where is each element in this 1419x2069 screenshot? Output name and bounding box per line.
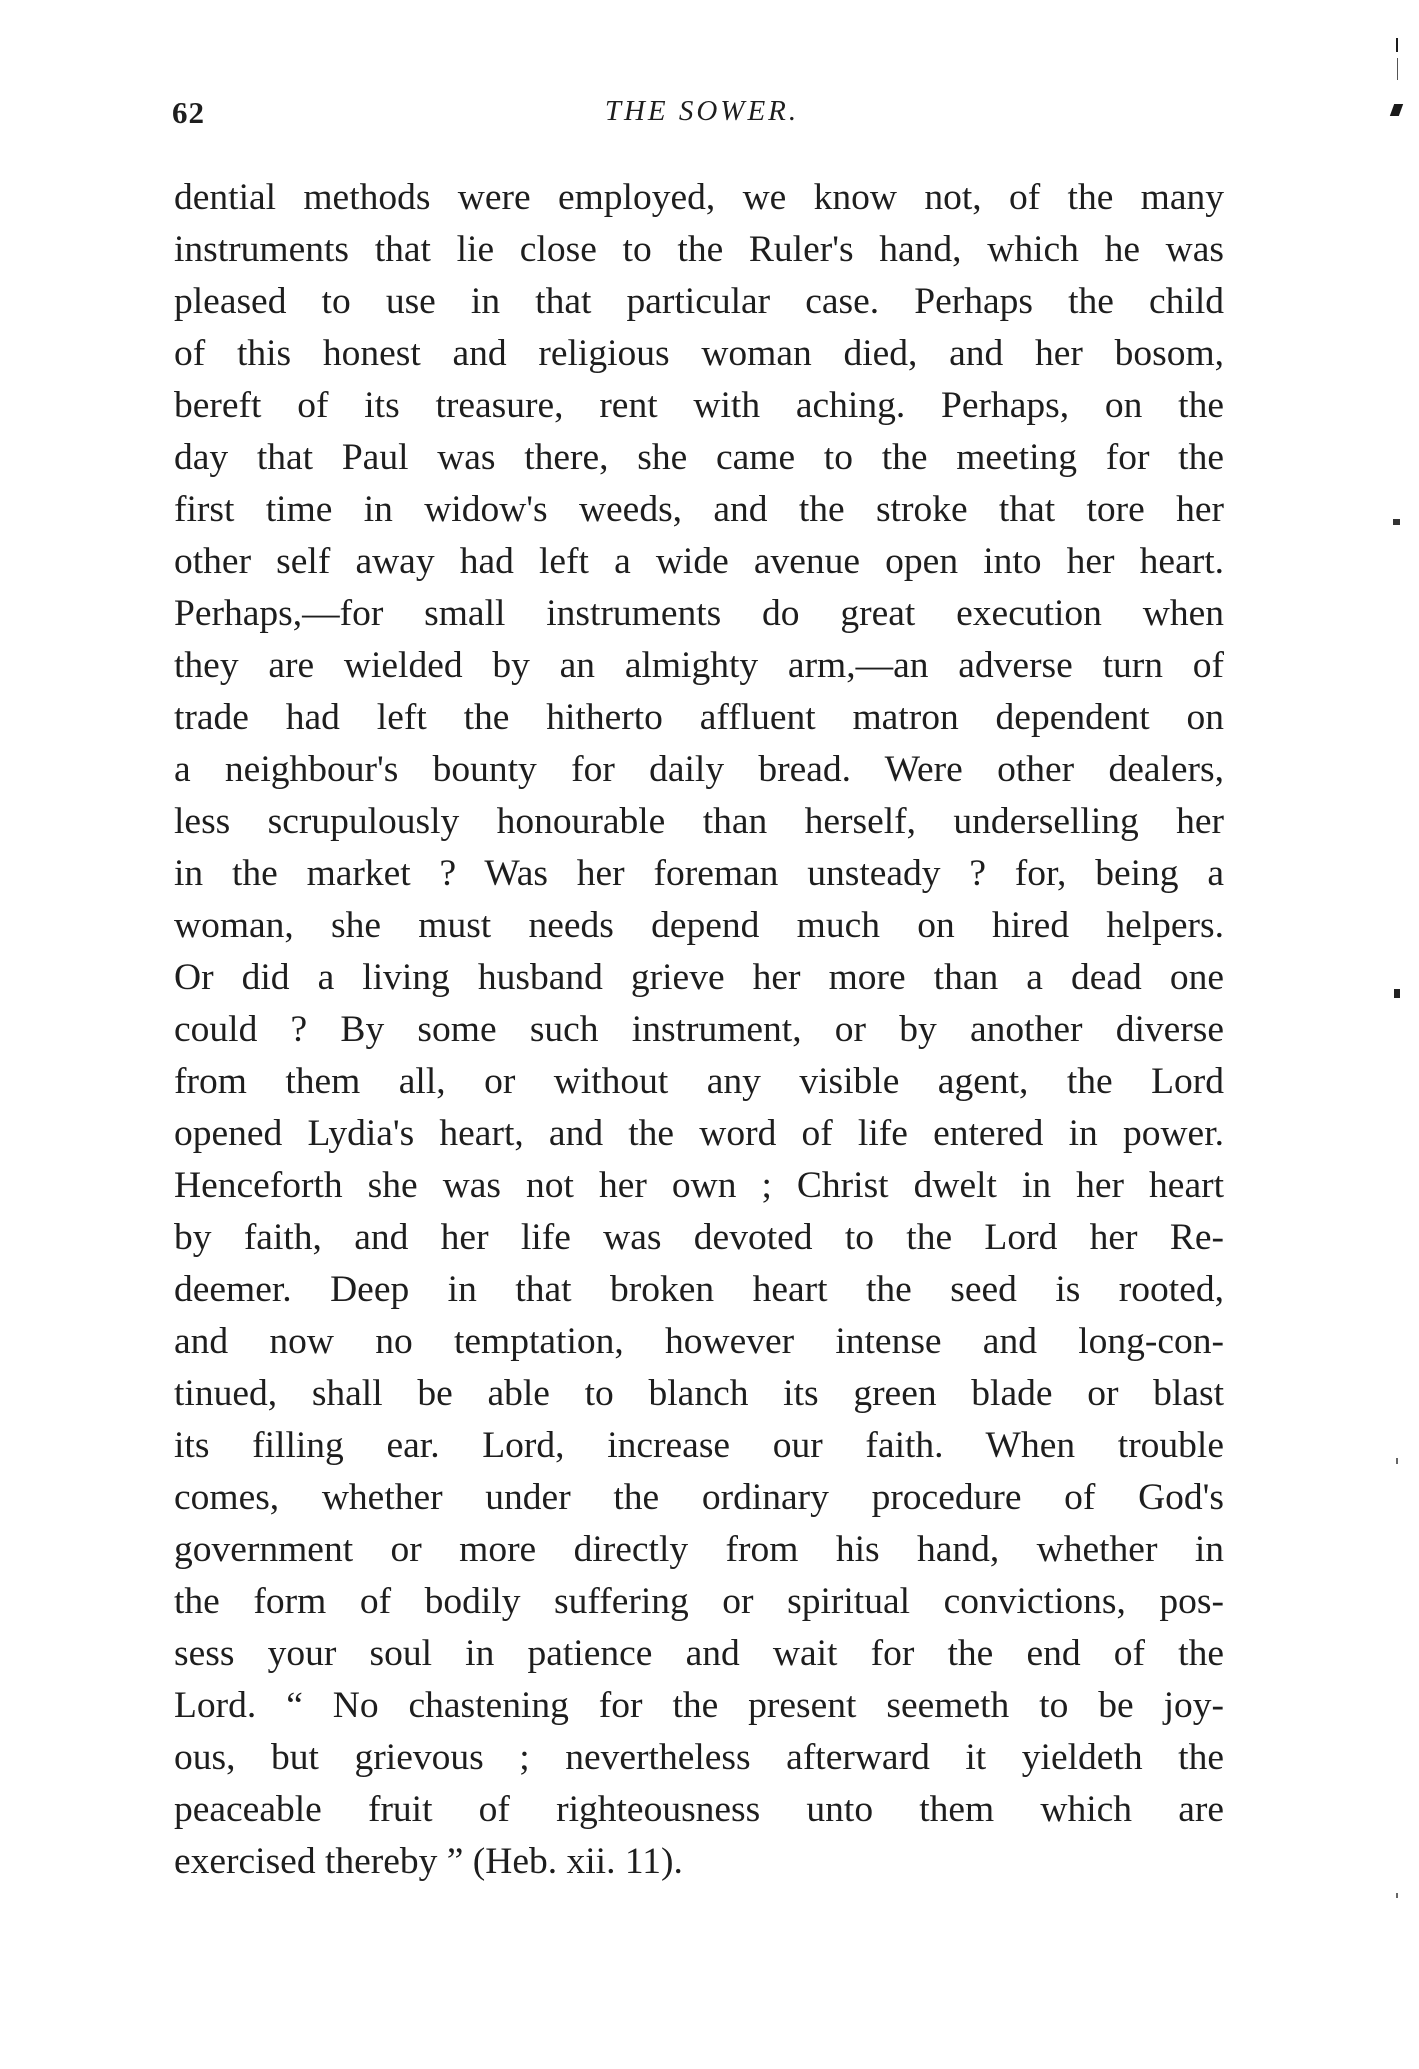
text-line: tinued, shall be able to blanch its green blade or blast xyxy=(174,1373,1224,1414)
text-line: in the market ? Was her foreman unsteady ? for, being a xyxy=(174,853,1224,894)
scan-speck xyxy=(1396,1458,1398,1464)
text-line: by faith, and her life was devoted to the Lord her Re- xyxy=(174,1217,1224,1258)
text-line: other self away had left a wide avenue open into her heart. xyxy=(174,541,1224,582)
text-line: pleased to use in that particular case. Perhaps the child xyxy=(174,281,1224,322)
text-line: the form of bodily suffering or spiritual convictions, pos- xyxy=(174,1581,1224,1622)
text-line: day that Paul was there, she came to the meeting for the xyxy=(174,437,1224,478)
text-line: sess your soul in patience and wait for the end of the xyxy=(174,1633,1224,1674)
text-line: trade had left the hitherto affluent matron dependent on xyxy=(174,697,1224,738)
text-line: from them all, or without any visible agent, the Lord xyxy=(174,1061,1224,1102)
text-line: Lord. “ No chastening for the present seemeth to be joy- xyxy=(174,1685,1224,1726)
text-line: and now no temptation, however intense and long-con- xyxy=(174,1321,1224,1362)
scan-speck xyxy=(1396,38,1398,52)
text-line: of this honest and religious woman died, and her bosom, xyxy=(174,333,1224,374)
text-line: deemer. Deep in that broken heart the seed is rooted, xyxy=(174,1269,1224,1310)
text-line: Or did a living husband grieve her more than a dead one xyxy=(174,957,1224,998)
text-line: first time in widow's weeds, and the stroke that tore her xyxy=(174,489,1224,530)
text-line: dential methods were employed, we know not, of the many xyxy=(174,177,1224,218)
text-line: peaceable fruit of righteousness unto them which are xyxy=(174,1789,1224,1830)
text-line: opened Lydia's heart, and the word of life entered in power. xyxy=(174,1113,1224,1154)
text-line: woman, she must needs depend much on hired helpers. xyxy=(174,905,1224,946)
text-line: comes, whether under the ordinary procedure of God's xyxy=(174,1477,1224,1518)
body-text xyxy=(174,172,1224,1888)
running-head xyxy=(172,95,1232,139)
text-line: ous, but grievous ; nevertheless afterward it yieldeth the xyxy=(174,1737,1224,1778)
text-line: could ? By some such instrument, or by another diverse xyxy=(174,1009,1224,1050)
text-line: Henceforth she was not her own ; Christ dwelt in her heart xyxy=(174,1165,1224,1206)
page-number: 62 xyxy=(172,95,205,130)
text-line: exercised thereby ” (Heb. xii. 11). xyxy=(174,1841,683,1882)
text-line: its filling ear. Lord, increase our faith. When trouble xyxy=(174,1425,1224,1466)
running-title: THE SOWER. xyxy=(604,95,800,127)
scan-speck xyxy=(1396,1893,1398,1898)
text-line: bereft of its treasure, rent with aching. Perhaps, on the xyxy=(174,385,1224,426)
scan-speck xyxy=(1397,58,1398,80)
text-line: government or more directly from his hand, whether in xyxy=(174,1529,1224,1570)
text-line: less scrupulously honourable than herself, underselling her xyxy=(174,801,1224,842)
scan-speck xyxy=(1394,989,1400,998)
text-line: instruments that lie close to the Ruler's hand, which he was xyxy=(174,229,1224,270)
text-line: they are wielded by an almighty arm,—an adverse turn of xyxy=(174,645,1224,686)
text-line: a neighbour's bounty for daily bread. Were other dealers, xyxy=(174,749,1224,790)
scan-speck xyxy=(1393,519,1400,525)
text-line: Perhaps,—for small instruments do great execution when xyxy=(174,593,1224,634)
scan-speck xyxy=(1390,104,1403,116)
